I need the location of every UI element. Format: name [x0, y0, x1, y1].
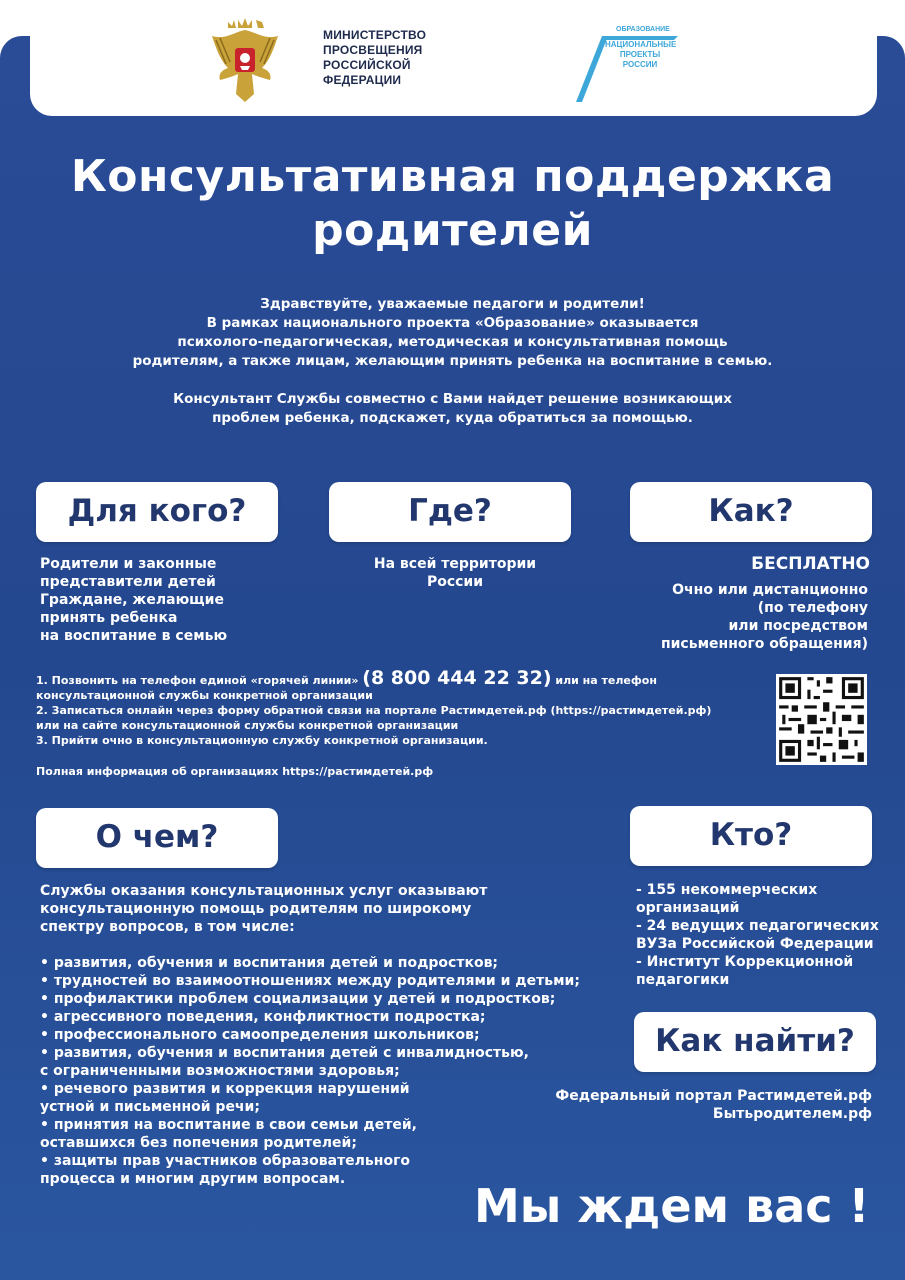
topic-item: • профессионального самоопределения школьников;	[40, 1027, 480, 1043]
step-1-text: 1. Позвонить на телефон единой «горячей линии»	[36, 674, 363, 687]
topic-item: • профилактики проблем социализации у детей и подростков;	[40, 991, 556, 1007]
intro-text	[100, 295, 805, 428]
how-free-label: БЕСПЛАТНО	[751, 554, 870, 574]
page-title: Консультативная поддержка родителей	[70, 151, 835, 256]
coat-of-arms-icon	[206, 14, 284, 106]
national-projects-label: НАЦИОНАЛЬНЫЕ ПРОЕКТЫ РОССИИ	[605, 40, 677, 69]
find-text[interactable]: Федеральный портал Растимдетей.рф Бытьродителем.рф	[555, 1088, 872, 1122]
topic-item: • трудностей во взаимоотношениях между родителями и детьми;	[40, 973, 580, 989]
who-text: - 155 некоммерческих организаций - 24 ведущих педагогических ВУЗа Российской Федерации - Институт Коррекционной педагогики	[636, 882, 879, 988]
closing-slogan: Мы ждем вас !	[474, 1179, 870, 1233]
about-heading: О чем?	[36, 808, 278, 868]
hotline-phone[interactable]: (8 800 444 22 32)	[362, 667, 552, 689]
find-heading: Как найти?	[634, 1012, 876, 1072]
for-whom-text: Родители и законные представители детей Граждане, желающие принять ребенка на воспитание в семью	[40, 556, 228, 644]
intro-paragraph-1: Здравствуйте, уважаемые педагоги и родители! В рамках национального проекта «Образование» оказывается психолого-педагогическая, методическая и консультативная помощь родителям, а также лицам, желающим принять ребенка на воспитание в семью.	[132, 296, 773, 369]
step-3-text: 3. Прийти очно в консультационную службу конкретной организации.	[36, 734, 488, 747]
project-small-label: ОБРАЗОВАНИЕ	[616, 26, 670, 33]
how-heading: Как?	[630, 482, 872, 542]
topics-text	[40, 882, 600, 1188]
topic-item: • речевого развития и коррекция нарушений устной и письменной речи;	[40, 1081, 410, 1115]
topic-item: • развития, обучения и воспитания детей и подростков;	[40, 955, 499, 971]
for-whom-heading: Для кого?	[36, 482, 278, 542]
where-text: На всей территории России	[373, 556, 537, 590]
contact-steps	[36, 667, 766, 779]
qr-code-icon[interactable]	[776, 674, 867, 765]
ministry-name: МИНИСТЕРСТВО ПРОСВЕЩЕНИЯ РОССИЙСКОЙ ФЕДЕРАЦИИ	[323, 28, 427, 87]
intro-paragraph-2: Консультант Службы совместно с Вами найдет решение возникающих проблем ребенка, подскажет, куда обратиться за помощью.	[173, 391, 732, 426]
step-1-continued: консультационной службы конкретной организации	[36, 689, 373, 702]
organizations-info: Полная информация об организациях https://растимдетей.рф	[36, 765, 434, 778]
step-2-continued: или на сайте консультационной службы конкретной организации	[36, 719, 459, 732]
how-text: Очно или дистанционно (по телефону или посредством письменного обращения)	[660, 582, 868, 652]
topic-item: • защиты прав участников образовательного процесса и многим другим вопросам.	[40, 1153, 411, 1187]
topics-lead: Службы оказания консультационных услуг оказывают консультационную помощь родителям по широкому спектру вопросов, в том числе:	[40, 883, 488, 935]
topic-item: • развития, обучения и воспитания детей с инвалидностью, с ограниченными возможностями здоровья;	[40, 1045, 529, 1079]
step-2-text: 2. Записаться онлайн через форму обратной связи на портале Растимдетей.рф (https://растимдетей.рф)	[36, 704, 712, 717]
where-heading: Где?	[329, 482, 571, 542]
topic-item: • принятия на воспитание в свои семьи детей, оставшихся без попечения родителей;	[40, 1117, 417, 1151]
step-1-text-end: или на телефон	[551, 674, 657, 687]
topic-item: • агрессивного поведения, конфликтности подростка;	[40, 1009, 486, 1025]
header-bar	[30, 0, 877, 116]
who-heading: Кто?	[630, 806, 872, 866]
